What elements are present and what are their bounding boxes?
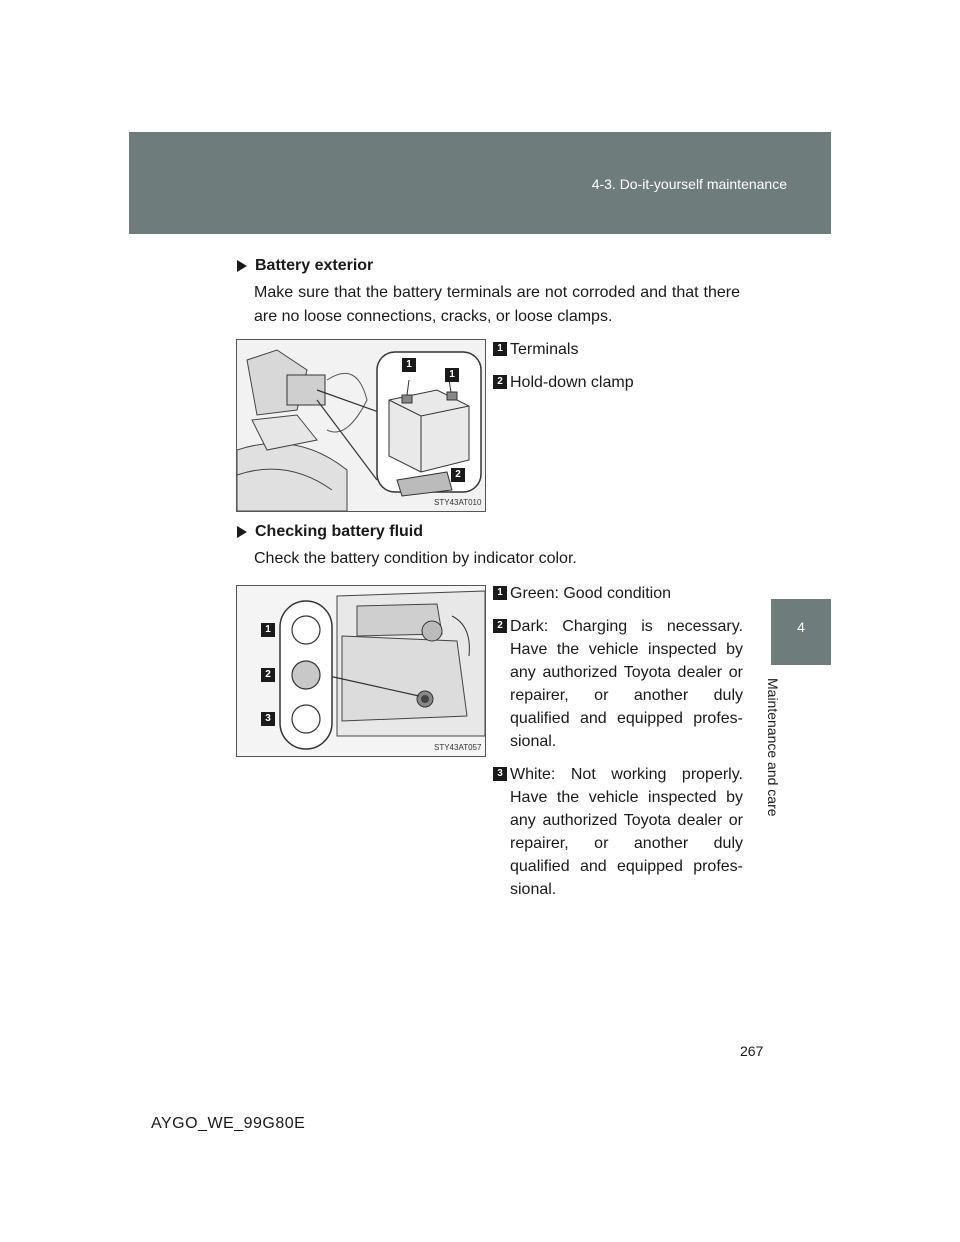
legend-item (493, 338, 743, 361)
figure-code: STY43AT010 (434, 498, 482, 507)
legend-text: Green: Good condition (510, 585, 671, 602)
legend-item (493, 582, 743, 605)
triangle-bullet-icon (237, 526, 247, 538)
battery-exterior-legend (493, 338, 743, 404)
section-title: 4-3. Do-it-yourself maintenance (591, 176, 787, 192)
callout-1: 1 (261, 623, 275, 637)
legend-item (493, 371, 743, 394)
triangle-bullet-icon (237, 260, 247, 272)
chapter-number: 4 (797, 619, 805, 635)
callout-2: 2 (451, 468, 465, 482)
chapter-label-wrap (765, 672, 801, 822)
battery-exterior-heading-text: Battery exterior (255, 257, 374, 274)
callout-3: 3 (261, 712, 275, 726)
chapter-label: Maintenance and care (765, 678, 781, 817)
battery-exterior-figure (236, 339, 486, 512)
battery-fluid-heading (237, 523, 423, 541)
legend-text: White: Not working properly. Have the vehicle inspected by any authorized Toyota dealer or repairer, or another duly qualified and equipped profes-sional. (510, 766, 743, 898)
battery-exterior-heading (237, 257, 373, 275)
header-band (129, 132, 831, 234)
callout-1b: 1 (445, 368, 459, 382)
legend-number: 1 (493, 342, 507, 356)
legend-text: Dark: Charging is necessary. Have the vehicle inspected by any authorized Toyota dealer or repairer, or another duly qualified and equipped profes-sional. (510, 618, 743, 750)
chapter-tab (771, 599, 831, 665)
figure-code: STY43AT057 (434, 743, 482, 752)
legend-number: 2 (493, 619, 507, 633)
battery-fluid-figure (236, 585, 486, 757)
battery-exterior-illustration (237, 340, 485, 511)
legend-text: Terminals (510, 341, 579, 358)
battery-fluid-body: Check the battery condition by indicator color. (254, 550, 577, 567)
battery-fluid-heading-text: Checking battery fluid (255, 523, 424, 540)
legend-item (493, 763, 743, 901)
legend-text: Hold-down clamp (510, 374, 634, 391)
legend-number: 2 (493, 375, 507, 389)
battery-fluid-legend (493, 582, 743, 911)
document-code: AYGO_WE_99G80E (151, 1115, 306, 1132)
page-number: 267 (740, 1043, 764, 1059)
legend-number: 1 (493, 586, 507, 600)
callout-2: 2 (261, 668, 275, 682)
legend-item (493, 615, 743, 753)
battery-exterior-body: Make sure that the battery terminals are not corroded and that there are no loose connections, cracks, or loose clamps. (254, 284, 740, 325)
callout-1a: 1 (402, 358, 416, 372)
legend-number: 3 (493, 767, 507, 781)
